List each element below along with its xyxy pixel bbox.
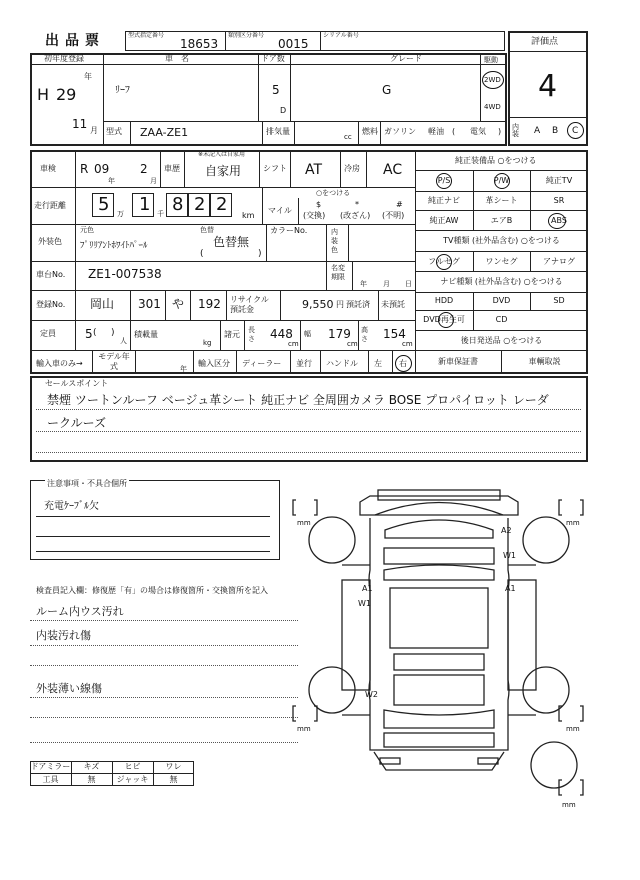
load-label: 積載量 xyxy=(134,330,158,339)
equip-pw: P/W xyxy=(493,176,510,185)
inspector-item3: 外装薄い線傷 xyxy=(36,682,102,695)
damage-a1-right: A1 xyxy=(505,584,516,593)
fuel-label: 燃料 xyxy=(362,127,378,136)
tire-unit-spare: mm xyxy=(562,801,576,809)
interior-grade-label: 内装 xyxy=(512,123,519,138)
drive-2wd: 2WD xyxy=(484,76,501,84)
selected-circle-mark xyxy=(567,122,584,139)
tire-unit-fl: mm xyxy=(297,519,311,527)
katashiki-label: 型式 xyxy=(106,127,122,136)
displacement-label: 排気量 xyxy=(266,127,290,136)
registration-area: 岡山 xyxy=(90,297,115,311)
notes-box xyxy=(30,480,280,560)
doors-suffix: D xyxy=(280,106,287,115)
damage-w1-left: W1 xyxy=(358,599,371,608)
length-unit: cm xyxy=(288,340,299,348)
vehicle-damage-diagram xyxy=(290,470,600,810)
grade-value: G xyxy=(382,83,392,97)
paint-value: 色替無 xyxy=(213,235,250,249)
first-reg-year-unit: 年 xyxy=(84,72,92,81)
selected-circle-mark xyxy=(436,254,452,270)
selected-circle-mark xyxy=(438,312,454,328)
paint-label: 色替 xyxy=(200,226,214,234)
tamper-symbol: * xyxy=(355,200,359,209)
shaken-label: 車検 xyxy=(40,164,56,173)
selected-circle-mark xyxy=(494,173,510,189)
class-no-value: 0015 xyxy=(278,37,309,51)
equipment-title: 純正装備品 ○をつける xyxy=(455,156,537,165)
tamper-label: (改ざん) xyxy=(340,211,371,220)
shift-label: シフト xyxy=(263,164,287,173)
doors-label: ドア数 xyxy=(261,54,285,63)
equip-abs: ABS xyxy=(551,216,567,225)
height-unit: cm xyxy=(402,340,413,348)
damage-w2: W2 xyxy=(365,690,378,699)
notes-line1: 充電ｹｰﾌﾞﾙ欠 xyxy=(44,501,99,512)
capacity-unit: 人 xyxy=(120,337,127,345)
tire-unit-rl: mm xyxy=(297,725,311,733)
purpose-note: ※未記入は自家用 xyxy=(198,151,246,158)
tire-unit-fr: mm xyxy=(566,519,580,527)
chassis-value: ZE1-007538 xyxy=(88,267,162,281)
width-label: 幅 xyxy=(304,330,311,338)
inspector-label: 検査員記入欄：修復歴「有」の場合は修復箇所・交換箇所を記入 xyxy=(36,586,268,595)
exchange-label: (交換) xyxy=(303,211,326,220)
recycle-not-deposited: 未預託 xyxy=(381,300,405,309)
tv-oneseg: ワンセグ xyxy=(485,257,518,266)
damage-w1-top: W1 xyxy=(503,551,516,560)
steering-left: 左 xyxy=(374,359,382,368)
mileage-circle-note: ○をつける xyxy=(316,189,351,197)
recycle-label: リサイクル預託金 xyxy=(230,295,269,314)
registration-num1: 301 xyxy=(138,297,161,311)
navi-section-title: ナビ種類 (社外品含む) ○をつける xyxy=(440,277,563,286)
shaken-month: 2 xyxy=(140,162,148,176)
parts-header-4: ワレ xyxy=(165,762,182,771)
shaken-era: R xyxy=(80,162,89,176)
steering-label: ハンドル xyxy=(326,359,358,368)
dealer-label: ディーラー xyxy=(242,359,282,368)
model-no-value: 18653 xyxy=(180,37,219,51)
ac-label: 冷房 xyxy=(344,164,360,173)
mileage-unit-km: km xyxy=(242,211,255,220)
displacement-unit: cc xyxy=(344,133,352,141)
paint-paren-open: ( xyxy=(200,249,204,259)
orig-color-value: ﾌﾟﾘﾘｱﾝﾄﾎﾜｲﾄﾊﾟｰﾙ xyxy=(80,241,148,251)
shaken-month-unit: 月 xyxy=(150,177,157,185)
shaken-year-unit: 年 xyxy=(108,177,115,185)
damage-a1-left: A1 xyxy=(362,584,373,593)
mileage-unit-man: 万 xyxy=(117,210,124,218)
registration-label: 登録No. xyxy=(36,300,66,309)
purpose-value: 自家用 xyxy=(205,164,242,178)
import-label: 輸入車のみ→ xyxy=(36,359,83,368)
mileage-label: 走行距離 xyxy=(34,201,66,210)
recycle-amount: 9,550 xyxy=(302,298,334,311)
score-label: 評価点 xyxy=(531,37,559,47)
docs-manual: 車輌取説 xyxy=(528,357,561,366)
equip-ps: P/S xyxy=(437,176,451,185)
import-dist-label: 輸入区分 xyxy=(198,359,230,368)
recycle-deposited: 預託済 xyxy=(346,300,370,309)
equip-sr: SR xyxy=(553,196,565,205)
tire-unit-rr: mm xyxy=(566,725,580,733)
serial-no-label: シリアル番号 xyxy=(323,32,359,39)
unknown-symbol: # xyxy=(396,200,403,209)
name-change-label: 名変期限 xyxy=(331,264,345,281)
docs-warranty: 新車保証書 xyxy=(438,357,478,366)
car-name-label: 車 名 xyxy=(165,54,189,63)
equip-tv: 純正TV xyxy=(545,176,573,185)
steering-right: 右 xyxy=(399,359,407,368)
name-change-day: 日 xyxy=(405,280,412,288)
registration-kana: や xyxy=(172,297,185,311)
parts-cell-4: 無 xyxy=(169,775,178,784)
parallel-label: 並行 xyxy=(296,359,312,368)
recycle-unit: 円 xyxy=(336,300,344,309)
navi-cd: CD xyxy=(495,315,508,324)
width-unit: cm xyxy=(347,340,358,348)
paint-paren-close: ) xyxy=(258,249,262,259)
length-label: 長さ xyxy=(248,326,255,343)
drive-4wd: 4WD xyxy=(484,103,501,111)
mileage-digit-4: 2 xyxy=(194,194,206,215)
name-change-month: 月 xyxy=(383,280,390,288)
sales-point-box xyxy=(30,376,588,462)
height-label: 高さ xyxy=(361,326,368,343)
ac-value: AC xyxy=(383,162,403,178)
fuel-diesel: 軽油 xyxy=(428,127,444,136)
width-value: 179 xyxy=(328,327,351,341)
fuel-electric: 電気 xyxy=(470,127,486,136)
unknown-label: (不明) xyxy=(382,211,405,220)
navi-sd: SD xyxy=(553,296,565,305)
first-reg-year: 29 xyxy=(56,85,77,104)
dimensions-label: 諸元 xyxy=(224,330,240,339)
navi-dvd-play: DVD再生可 xyxy=(423,315,465,324)
orig-color-label: 元色 xyxy=(80,226,94,234)
model-year-label: モデル年式 xyxy=(98,352,130,371)
selected-circle-mark xyxy=(482,71,504,89)
tv-fullseg: フルセグ xyxy=(428,257,460,266)
selected-circle-mark xyxy=(395,355,412,372)
fuel-paren-open: ( xyxy=(452,127,456,136)
equip-leather: 革シート xyxy=(485,196,518,205)
interior-grade-c: C xyxy=(572,126,579,136)
mile-label: マイル xyxy=(268,206,292,215)
parts-header-3: ヒビ xyxy=(124,762,141,771)
tv-section-title: TV種類 (社外品含む) ○をつける xyxy=(443,236,560,245)
capacity-value: 5 xyxy=(85,327,93,341)
equip-navi: 純正ナビ xyxy=(428,196,460,205)
form-title: 出品票 xyxy=(45,33,105,49)
parts-cell-3: ジャッキ xyxy=(116,775,149,784)
interior-grade-a: A xyxy=(534,126,541,136)
parts-header-1: ドアミラー xyxy=(30,762,71,771)
drive-label: 駆動 xyxy=(484,56,498,64)
mileage-unit-sen: 千 xyxy=(157,210,164,218)
model-year-unit: 年 xyxy=(180,365,187,373)
registration-num2: 192 xyxy=(198,297,221,311)
score-value: 4 xyxy=(538,69,558,104)
equip-aw: 純正AW xyxy=(429,216,459,225)
color-label: 外装色 xyxy=(38,237,62,246)
mileage-digit-3: 8 xyxy=(172,194,184,215)
first-reg-month-unit: 月 xyxy=(90,126,98,135)
docs-title: 後日発送品 ○をつける xyxy=(460,336,543,345)
navi-dvd: DVD xyxy=(492,296,511,305)
mileage-digit-1: 5 xyxy=(98,194,110,215)
selected-circle-mark xyxy=(548,213,566,229)
parts-cell-1: 工具 xyxy=(42,775,59,784)
car-name-value: ﾘｰﾌ xyxy=(115,85,130,96)
notes-label: 注意事項・不具合個所 xyxy=(47,479,127,488)
chassis-label: 車台No. xyxy=(36,270,66,279)
first-reg-era: H xyxy=(37,85,50,104)
fuel-gas: ガソリン xyxy=(384,127,416,136)
shift-value: AT xyxy=(305,162,323,178)
purpose-label: 車歴 xyxy=(164,164,180,173)
name-change-year: 年 xyxy=(360,280,367,288)
exchange-symbol: $ xyxy=(316,200,322,209)
first-reg-month: 11 xyxy=(72,117,88,131)
capacity-label: 定員 xyxy=(40,329,56,338)
fuel-paren-close: ) xyxy=(498,127,502,136)
tv-analog: アナログ xyxy=(543,257,575,266)
parts-header-2: キズ xyxy=(83,762,100,771)
inspector-item2: 内装汚れ傷 xyxy=(36,629,91,642)
capacity-paren-open: ( xyxy=(93,328,97,338)
sales-point-line2: ークルーズ xyxy=(47,416,107,430)
inspector-item1: ルーム内ウス汚れ xyxy=(36,605,124,618)
damage-a2: A2 xyxy=(501,526,512,535)
selected-circle-mark xyxy=(436,173,452,189)
doors-value: 5 xyxy=(272,83,280,97)
shaken-year: 09 xyxy=(94,162,110,176)
interior-grade-b: B xyxy=(552,126,559,136)
sales-point-label: セールスポイント xyxy=(45,379,109,388)
capacity-paren-close: ) xyxy=(111,328,115,338)
sales-point-line1: 禁煙 ツートンルーフ ベージュ革シート 純正ナビ 全周囲カメラ BOSE プロパイロット レーダ xyxy=(47,393,549,407)
mileage-digit-5: 2 xyxy=(216,194,228,215)
interior-color-label: 内装色 xyxy=(331,228,338,254)
equip-airbag: エアB xyxy=(490,216,513,225)
length-value: 448 xyxy=(270,327,293,341)
katashiki-value: ZAA-ZE1 xyxy=(140,126,189,139)
parts-cell-2: 無 xyxy=(87,775,96,784)
mileage-digit-2: 1 xyxy=(139,194,151,215)
first-reg-label: 初年度登録 xyxy=(44,54,84,63)
colorno-label: カラーNo. xyxy=(270,226,308,235)
model-no-label: 型式指定番号 xyxy=(128,32,165,39)
class-no-label: 類別区分番号 xyxy=(228,32,265,39)
height-value: 154 xyxy=(383,327,406,341)
navi-hdd: HDD xyxy=(434,296,454,305)
grade-label: グレード xyxy=(390,54,422,63)
load-unit: kg xyxy=(203,339,212,347)
